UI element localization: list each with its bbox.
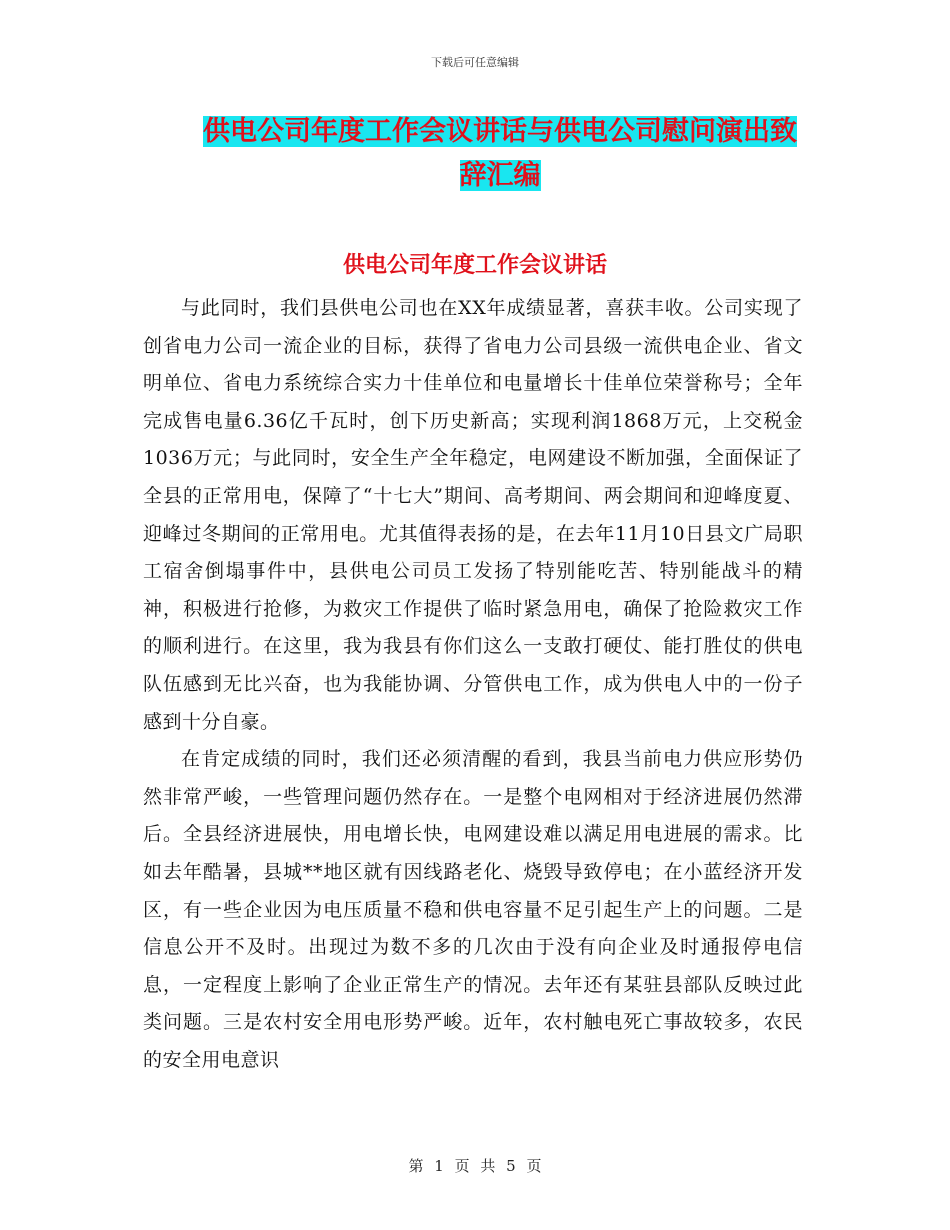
paragraph-1: 与此同时，我们县供电公司也在XX年成绩显著，喜获丰收。公司实现了创省电力公司一流企业的目标，获得了省电力公司县级一流供电企业、省文明单位、省电力系统综合实力十佳单位和电量增长十佳单位荣誉称号；全年完成售电量6.36亿千瓦时，创下历史新高；实现利润1868万元，上交税金1036万元；与此同时，安全生产全年稳定，电网建设不断加强，全面保证了全县的正常用电，保障了“十七大”期间、高考期间、两会期间和迎峰度夏、迎峰过冬期间的正常用电。尤其值得表扬的是，在去年11月10日县文广局职工宿舍倒塌事件中，县供电公司员工发扬了特别能吃苦、特别能战斗的精神，积极进行抢修，为救灾工作提供了临时紧急用电，确保了抢险救灾工作的顺利进行。在这里，我为我县有你们这么一支敢打硬仗、能打胜仗的供电队伍感到无比兴奋，也为我能协调、分管供电工作，成为供电人中的一份子感到十分自豪。 [143,297,803,733]
body-text [143,290,803,1079]
header-note: 下载后可任意编辑 [431,56,519,69]
document-title [190,110,810,198]
page-footer: 第 1 页 共 5 页 [408,1157,542,1175]
document-title-text: 供电公司年度工作会议讲话与供电公司慰问演出致辞汇编 [203,116,797,191]
section-title: 供电公司年度工作会议讲话 [342,253,607,278]
paragraph-2: 在肯定成绩的同时，我们还必须清醒的看到，我县当前电力供应形势仍然非常严峻，一些管理问题仍然存在。一是整个电网相对于经济进展仍然滞后。全县经济进展快，用电增长快，电网建设难以满足用电进展的需求。比如去年酷暑，县城**地区就有因线路老化、烧毁导致停电；在小蓝经济开发区，有一些企业因为电压质量不稳和供电容量不足引起生产上的问题。二是信息公开不及时。出现过为数不多的几次由于没有向企业及时通报停电信息，一定程度上影响了企业正常生产的情况。去年还有某驻县部队反映过此类问题。三是农村安全用电形势严峻。近年，农村触电死亡事故较多，农民的安全用电意识 [143,748,803,1071]
